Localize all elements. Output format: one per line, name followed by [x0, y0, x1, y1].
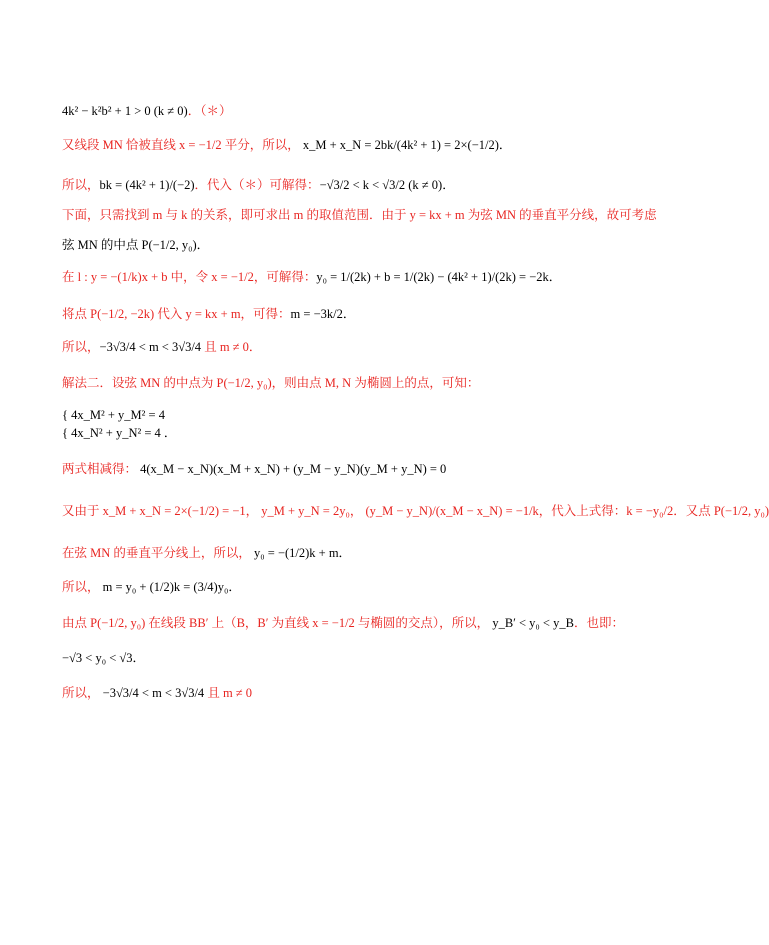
text-line — [62, 616, 624, 630]
text-run: 由点 P(−1/2, y₀) 在线段 BB′ 上（B，B′ 为直线 x = −1/2 与椭圆的交点），所以， — [62, 616, 490, 630]
text-run: −√3/2 < k < √3/2 (k ≠ 0)． — [319, 178, 455, 192]
text-line — [62, 238, 602, 252]
text-line — [62, 580, 602, 594]
text-run: 弦 MN 的中点 P(−1/2, y₀)． — [62, 238, 210, 252]
text-run: 又线段 MN 恰被直线 x = −1/2 平分，所以， — [62, 138, 300, 152]
text-run: −3√3/4 < m < 3√3/4 — [99, 686, 205, 700]
text-run: 所以， — [62, 178, 100, 192]
text-run: { 4x_N² + y_N² = 4 ． — [62, 426, 177, 440]
text-run: 在弦 MN 的垂直平分线上，所以， — [62, 546, 251, 560]
text-line — [62, 138, 602, 152]
text-run: 解法二．设弦 MN 的中点为 P(−1/2, y₀)，则由点 M, N 为椭圆上的点，可知： — [62, 376, 480, 390]
text-run: ．代入（＊）可解得： — [194, 178, 320, 192]
text-run: 两式相减得： — [62, 462, 138, 476]
text-run: 在 l : y = −(1/k)x + b 中，令 x = −1/2，可解得： — [62, 270, 317, 284]
text-line — [62, 376, 602, 390]
text-run: ．也即： — [573, 616, 624, 630]
text-run: 所以， — [62, 580, 100, 594]
text-line — [62, 178, 602, 192]
text-run: 且 m ≠ 0 — [204, 686, 253, 700]
text-run: m = −3k/2． — [290, 307, 356, 321]
text-run: y₀ = 1/(2k) + b = 1/(2k) − (4k² + 1)/(2k) = −2k． — [316, 270, 562, 284]
text-run: 且 m ≠ 0． — [201, 340, 262, 354]
text-run: 又由于 x_M + x_N = 2×(−1/2) = −1， y_M + y_N = 2y₀， (y_M − y_N)/(x_M − x_N) = −1/k，代入上式得：k = −y₀/2．又点 P(−1/2, y₀) — [62, 504, 769, 518]
text-line — [62, 546, 602, 560]
text-run: y₀ = −(1/2)k + m． — [250, 546, 352, 560]
text-line — [62, 408, 602, 422]
text-run: 4k² − k²b² + 1 > 0 (k ≠ 0) — [62, 104, 188, 118]
text-line — [62, 340, 602, 354]
text-run: 所以， — [62, 686, 100, 700]
text-run: y_B′ < y₀ < y_B — [489, 616, 574, 630]
text-run: 所以， — [62, 340, 100, 354]
text-run: m = y₀ + (1/2)k = (3/4)y₀． — [99, 580, 241, 594]
text-line — [62, 307, 602, 321]
text-run: 4(x_M − x_N)(x_M + x_N) + (y_M − y_N)(y_M + y_N) = 0 — [137, 462, 447, 476]
text-line — [62, 462, 602, 476]
text-run: x_M + x_N = 2bk/(4k² + 1) = 2×(−1/2)． — [299, 138, 512, 152]
text-run: bk = (4k² + 1)/(−2) — [99, 178, 195, 192]
text-run: ．（＊） — [187, 104, 232, 118]
text-run: −√3 < y₀ < √3． — [62, 651, 145, 665]
text-run: −3√3/4 < m < 3√3/4 — [99, 340, 202, 354]
text-line — [62, 426, 602, 440]
text-run: { 4x_M² + y_M² = 4 — [62, 408, 165, 422]
text-line — [62, 270, 602, 284]
text-line — [62, 504, 769, 518]
text-line — [62, 208, 657, 222]
text-line — [62, 651, 602, 665]
text-run: 下面，只需找到 m 与 k 的关系，即可求出 m 的取值范围．由于 y = kx + m 为弦 MN 的垂直平分线，故可考虑 — [62, 208, 657, 222]
text-run: 将点 P(−1/2, −2k) 代入 y = kx + m，可得： — [62, 307, 291, 321]
text-line — [62, 104, 602, 118]
text-line — [62, 686, 602, 700]
